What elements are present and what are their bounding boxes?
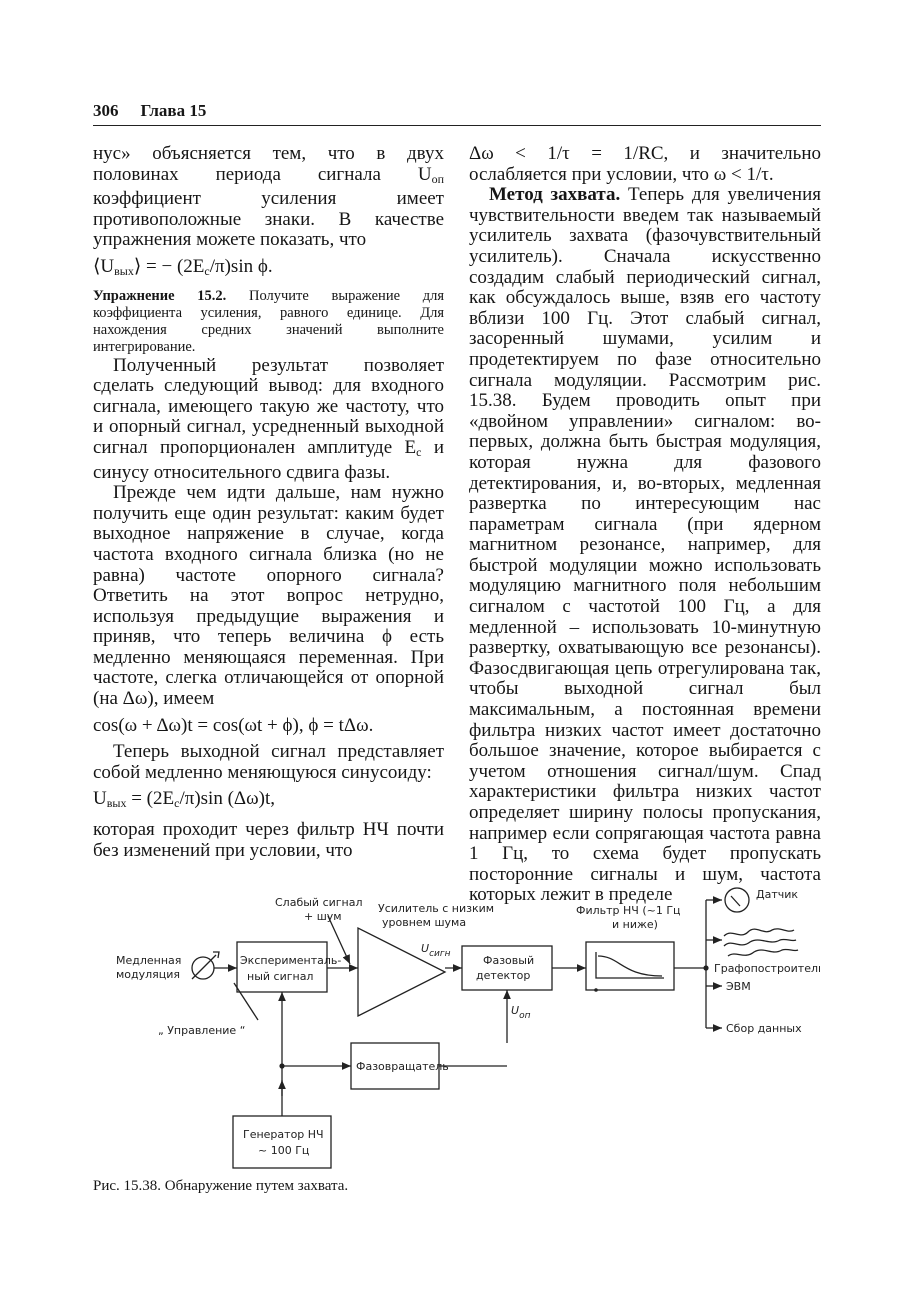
- phase-shifter-label: Фазовращатель: [356, 1060, 449, 1073]
- generator-label: ~ 100 Гц: [258, 1144, 310, 1157]
- filter-label: и ниже): [612, 918, 658, 931]
- lowpass-filter-block: [586, 942, 674, 990]
- amplifier-label: уровнем шума: [382, 916, 467, 929]
- amplifier-triangle: [358, 928, 445, 1016]
- page-number: 306: [93, 101, 119, 120]
- sensor-meter-icon: [725, 888, 749, 912]
- paragraph: которая проходит через фильтр НЧ почти без изменений при условии, что: [93, 819, 444, 861]
- diagram-svg: [100, 880, 820, 1175]
- weak-signal-label: + шум: [304, 910, 342, 923]
- figure-caption: Рис. 15.38. Обнаружение путем захвата.: [93, 1178, 349, 1194]
- experimental-signal-label: ный сигнал: [247, 970, 314, 983]
- formula-average-output: $⟨U_{вых}⟩$ = − $(2E_с/\pi)\sin$ ϕ.: [93, 255, 273, 278]
- exercise-note: Упражнение 15.2. Получите выражение для коэффициента усиления, равного единице. Для нахождения средних значений выполните интегрирование.: [93, 287, 444, 355]
- output-computer-label: ЭВМ: [726, 980, 751, 993]
- paragraph: нус» объясняется тем, что в двух половинах периода сигнала $U_{оп}$ коэффициент усиления имеет противоположные знаки. В качестве упражнения можете показать, что: [93, 143, 444, 251]
- output-sensor-label: Датчик: [756, 888, 799, 901]
- slow-modulation-label: Медленная: [116, 954, 182, 967]
- filter-label: Фильтр НЧ (~1 Гц: [576, 904, 681, 917]
- phase-detector-block: [462, 946, 552, 990]
- slow-modulation-arrow: [192, 955, 216, 979]
- output-plotter-label: Графопостроитель: [714, 962, 820, 975]
- formula-output: $U_{вых} = (2E_с/\pi)\sin$ (Δω)t,: [93, 788, 275, 811]
- control-label: „ Управление “: [158, 1024, 246, 1037]
- paragraph: Полученный результат позволяет сделать следующий вывод: для входного сигнала, имеющего такую же частоту, что и опорный сигнал, усредненный выходной сигнал пропорционален амплитуде $E_с$ и синусу относительного сдвига фазы.: [93, 354, 444, 483]
- chapter-title: Глава 15: [140, 101, 207, 120]
- paragraph: Метод захвата. Теперь для увеличения чувствительности введем так называемый усилитель захвата (фазочувствительный усилитель). Сначала искусственно создадим слабый периодический сигнал, как обсуждалось выше, взяв его частоту вблизи 100 Гц. Этот слабый сигнал, засоренный шумами, усилим и продетектируем по фазе относительно сигнала модуляции. Рассмотрим рис. 15.38. Будем проводить опыт при «двойном управлении» сигналом: во-первых, должна быть быстрая модуляция, которая нужна для фазового детектирования, и, во-вторых, медленная развертка по интересующим нас параметрам сигнала (при ядерном магнитном резонансе, например, для быстрой модуляции можно использовать модуляцию магнитного поля небольшим сигналом с частотой 100 Гц, а для медленной – использовать 10-минутную развертку, охватывающую все резонансы). Фазосдвигающая цепь отрегулирована так, чтобы выходной сигнал был максимальным, а постоянная времени фильтра низких частот имеет достаточно большое значение, которое выбирается с учетом отношения сигнал/шум. Спад характеристики фильтра низких частот определяет ширину полосы пропускания, например если сопрягающая частота равна 1 Гц, то схема будет пропускать посторонние сигналы и шум, частота которых лежит в пределе: [469, 184, 821, 906]
- lock-in-diagram: [100, 880, 820, 1175]
- experimental-signal-label: Эксперименталь-: [240, 954, 342, 967]
- right-column: [469, 144, 821, 906]
- plotter-trace-icon: [724, 929, 794, 936]
- amplifier-label: Усилитель с низким: [378, 902, 495, 915]
- paragraph: Теперь выходной сигнал представляет собой медленно меняющуюся синусоиду:: [93, 741, 444, 783]
- u-signal-label: $U_{сигн}$: [421, 942, 451, 959]
- output-daq-label: Сбор данных: [726, 1022, 802, 1035]
- phase-detector-label: детектор: [476, 969, 531, 982]
- u-reference-label: $U_{оп}$: [511, 1004, 531, 1021]
- page-header: [93, 101, 821, 126]
- generator-block: [233, 1116, 331, 1168]
- left-column: [93, 144, 444, 861]
- paragraph: Δω < 1/τ = 1/RC, и значительно ослабляется при условии, что ω < 1/τ.: [469, 143, 821, 185]
- slow-modulation-label: модуляция: [116, 968, 181, 981]
- filter-response-curve: [598, 956, 662, 976]
- paragraph: Прежде чем идти дальше, нам нужно получить еще один результат: каким будет выходное напряжение в случае, когда частота входного сигнала близка (но не равна) частоте опорного сигнала? Ответить на этот вопрос нетрудно, используя предыдущие выражения и приняв, что теперь величина ϕ есть медленно меняющаяся переменная. При частоте, слегка отличающейся от опорной (на Δω), имеем: [93, 482, 444, 710]
- formula-cos: cos(ω + Δω)t = cos(ωt + ϕ), ϕ = tΔω.: [93, 714, 374, 736]
- phase-detector-label: Фазовый: [483, 954, 535, 967]
- weak-signal-label: Слабый сигнал: [275, 896, 363, 909]
- generator-label: Генератор НЧ: [243, 1128, 324, 1141]
- filter-axes: [596, 952, 664, 978]
- experimental-signal-block: [237, 942, 327, 992]
